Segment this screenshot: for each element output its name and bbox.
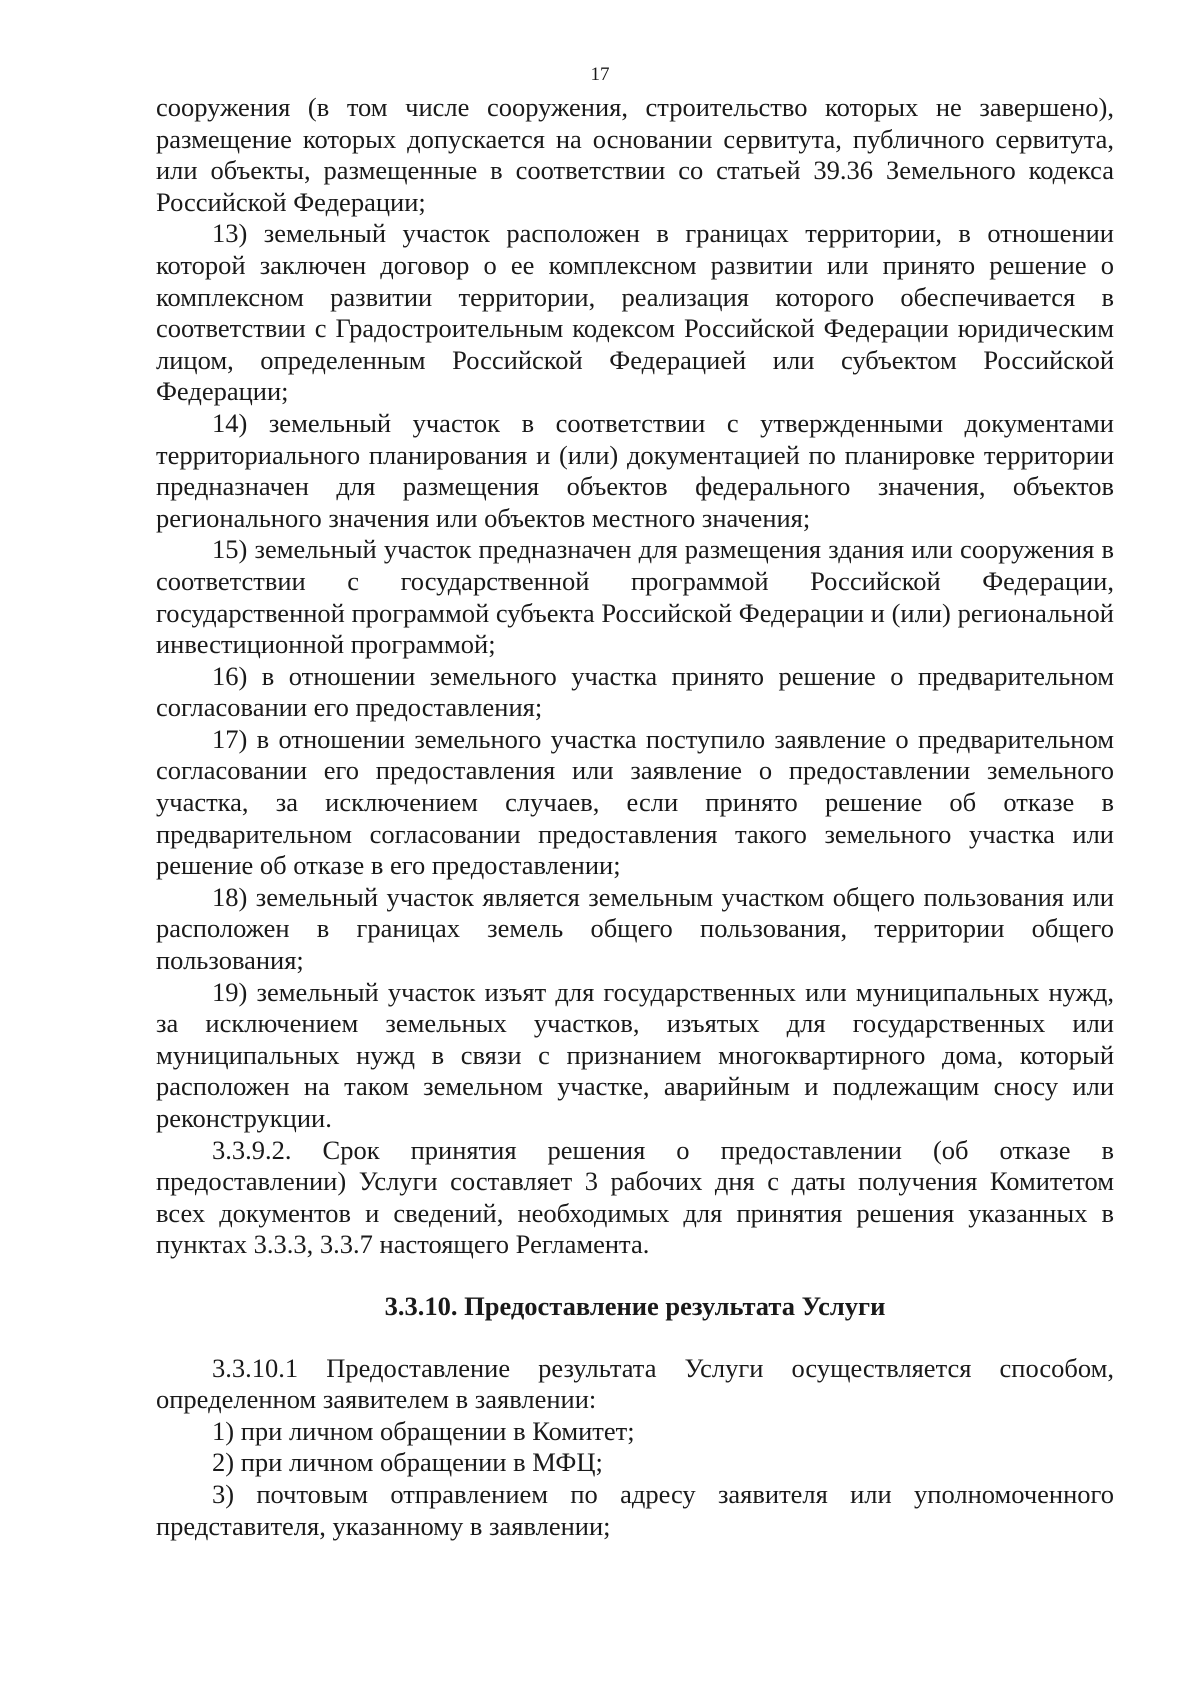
list-item-14: 14) земельный участок в соответствии с утвержденными документами территориального планирования и (или) документацией по планировке территории предназначен для размещения объектов федерального значения, объектов регионального значения или объектов местного значения; — [156, 407, 1114, 533]
page-number: 17 — [590, 64, 610, 85]
method-item-3: 3) почтовым отправлением по адресу заявителя или уполномоченного представителя, указанному в заявлении; — [156, 1478, 1114, 1541]
paragraph-3-3-9-2: 3.3.9.2. Срок принятия решения о предоставлении (об отказе в предоставлении) Услуги составляет 3 рабочих дня с даты получения Комитетом всех документов и сведений, необходимых для принятия решения указанных в пунктах 3.3.3, 3.3.7 настоящего Регламента. — [156, 1134, 1114, 1260]
list-item-16: 16) в отношении земельного участка принято решение о предварительном согласовании его предоставления; — [156, 660, 1114, 723]
section-heading: 3.3.10. Предоставление результата Услуги — [384, 1290, 886, 1321]
document-body — [156, 92, 1114, 1542]
list-item-18: 18) земельный участок является земельным участком общего пользования или расположен в границах земель общего пользования, территории общего пользования; — [156, 881, 1114, 976]
list-item-15: 15) земельный участок предназначен для размещения здания или сооружения в соответствии с государственной программой Российской Федерации, государственной программой субъекта Российской Федерации и (или) региональной инвестиционной программой; — [156, 534, 1114, 660]
method-item-1: 1) при личном обращении в Комитет; — [212, 1415, 635, 1446]
method-item-2: 2) при личном обращении в МФЦ; — [212, 1447, 603, 1478]
list-item-19: 19) земельный участок изъят для государственных или муниципальных нужд, за исключением земельных участков, изъятых для государственных или муниципальных нужд в связи с признанием многоквартирного дома, который расположен на таком земельном участке, аварийным и подлежащим сносу или реконструкции. — [156, 976, 1114, 1133]
paragraph-3-3-10-1: 3.3.10.1 Предоставление результата Услуги осуществляется способом, определенном заявителем в заявлении: — [156, 1352, 1114, 1415]
paragraph-continuation: сооружения (в том числе сооружения, строительство которых не завершено), размещение которых допускается на основании сервитута, публичного сервитута, или объекты, размещенные в соответствии со статьей 39.36 Земельного кодекса Российской Федерации; — [156, 92, 1114, 217]
list-item-13: 13) земельный участок расположен в границах территории, в отношении которой заключен договор о ее комплексном развитии или принято решение о комплексном развитии территории, реализация которого обеспечивается в соответствии с Градостроительным кодексом Российской Федерации юридическим лицом, определенным Российской Федерацией или субъектом Российской Федерации; — [156, 218, 1114, 407]
list-item-17: 17) в отношении земельного участка поступило заявление о предварительном согласовании его предоставления или заявление о предоставлении земельного участка, за исключением случаев, если принято решение об отказе в предварительном согласовании предоставления такого земельного участка или решение об отказе в его предоставлении; — [156, 723, 1114, 881]
